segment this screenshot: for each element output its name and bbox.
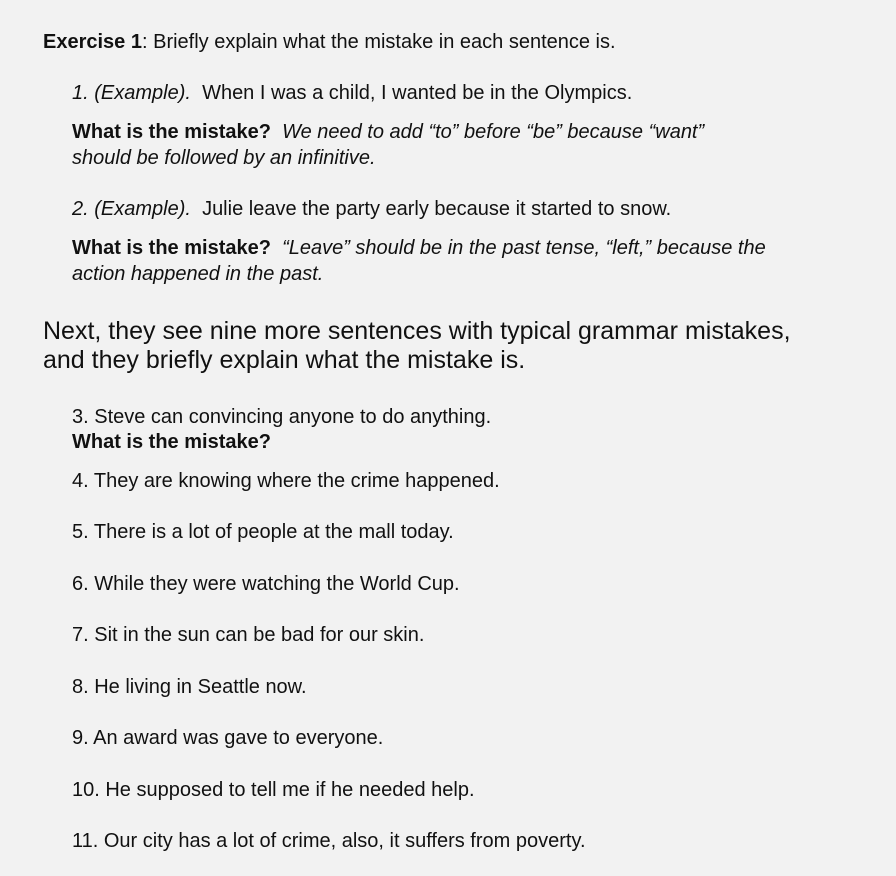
list-item: 8. He living in Seattle now. [72,676,307,698]
example-2-answer-line-2: action happened in the past. [72,263,324,285]
example-1-text: When I was a child, I wanted be in the Olympics. [202,82,633,104]
list-item: 4. They are knowing where the crime happened. [72,470,500,492]
list-item: 10. He supposed to tell me if he needed help. [72,779,475,801]
list-item: 9. An award was gave to everyone. [72,727,384,749]
exercise-instruction: : Briefly explain what the mistake in each sentence is. [141,31,616,53]
example-2-text: Julie leave the party early because it started to snow. [202,198,672,220]
intro-line-1: Next, they see nine more sentences with typical grammar mistakes, [43,317,791,345]
example-2-answer-a: “Leave” should be in the past tense, “left,” because the [282,237,766,259]
list-item: 6. While they were watching the World Cup. [72,573,460,595]
example-1-sentence [72,82,632,105]
exercise-label: Exercise 1 [43,31,142,53]
list-item: 11. Our city has a lot of crime, also, it suffers from poverty. [72,830,586,852]
example-1-answer-line-1 [72,121,704,144]
example-2-sentence [72,198,671,221]
example-2-number: 2. (Example). [72,198,191,220]
intro-line-2: and they briefly explain what the mistake is. [43,346,526,374]
list-item: 7. Sit in the sun can be bad for our skin. [72,624,425,646]
list-item: 5. There is a lot of people at the mall today. [72,521,454,543]
exercise-heading [43,31,616,54]
example-2-question: What is the mistake? [72,237,271,259]
example-1-answer-a: We need to add “to” before “be” because “want” [282,121,705,143]
list-item: 3. Steve can convincing anyone to do anything. [72,406,492,428]
example-1-question: What is the mistake? [72,121,271,143]
item-3-question: What is the mistake? [72,431,271,453]
example-1-number: 1. (Example). [72,82,191,104]
example-1-answer-line-2: should be followed by an infinitive. [72,147,376,169]
example-2-answer-line-1 [72,237,766,260]
